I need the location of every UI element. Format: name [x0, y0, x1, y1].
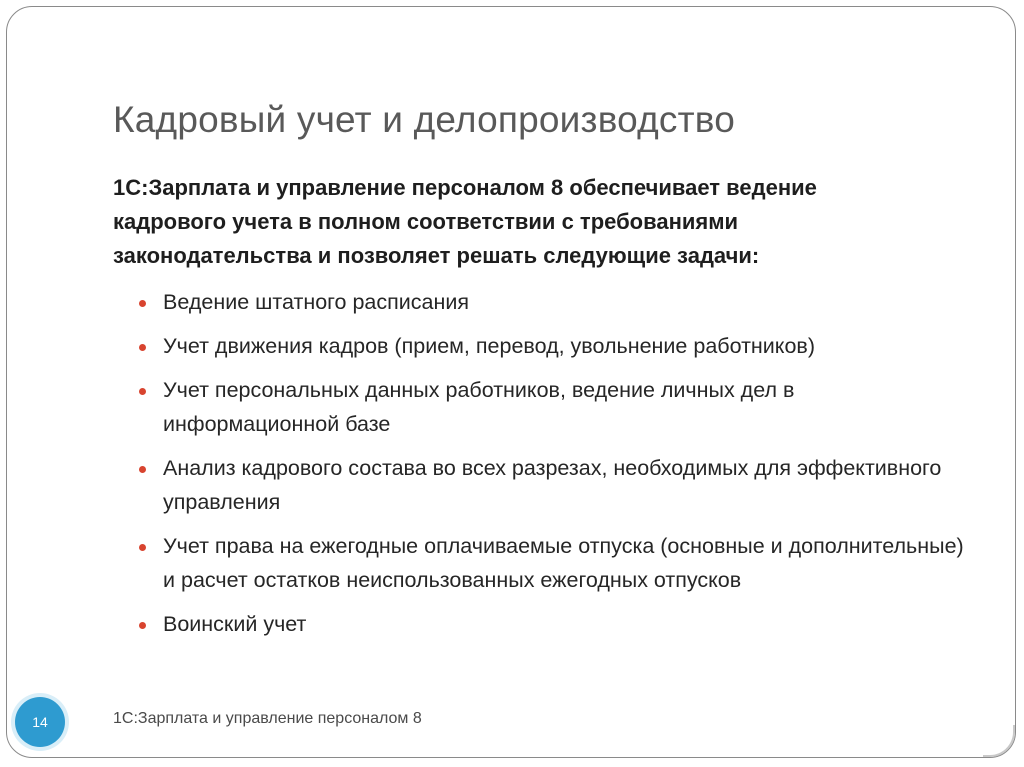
slide-title: Кадровый учет и делопроизводство: [113, 99, 735, 140]
list-item-text: Воинский учет: [163, 612, 307, 636]
list-item: [113, 607, 973, 641]
intro-paragraph: 1С:Зарплата и управление персоналом 8 обеспечивает ведение кадрового учета в полном соответствии с требованиями законодательства и позволяет решать следующие задачи:: [113, 175, 817, 268]
bullet-icon: [139, 622, 146, 629]
bullet-icon: [139, 300, 146, 307]
bullet-icon: [139, 466, 146, 473]
task-list: [113, 285, 973, 651]
list-item: [113, 451, 973, 519]
list-item-text: Учет персональных данных работников, ведение личных дел в информационной базе: [163, 378, 795, 436]
page-number: 14: [32, 714, 48, 730]
slide-shadow-corner: [983, 725, 1016, 758]
list-item-text: Учет движения кадров (прием, перевод, увольнение работников): [163, 334, 815, 358]
slide: [6, 6, 1016, 758]
list-item: [113, 285, 973, 319]
bullet-icon: [139, 344, 146, 351]
page-number-badge: [15, 697, 65, 747]
list-item: [113, 529, 973, 597]
list-item: [113, 373, 973, 441]
footer-text: 1С:Зарплата и управление персоналом 8: [113, 710, 422, 727]
list-item-text: Учет права на ежегодные оплачиваемые отпуска (основные и дополнительные) и расчет остатков неиспользованных ежегодных отпусков: [163, 534, 964, 592]
bullet-icon: [139, 544, 146, 551]
list-item-text: Ведение штатного расписания: [163, 290, 470, 314]
list-item: [113, 329, 973, 363]
bullet-icon: [139, 388, 146, 395]
list-item-text: Анализ кадрового состава во всех разрезах, необходимых для эффективного управления: [163, 456, 942, 514]
